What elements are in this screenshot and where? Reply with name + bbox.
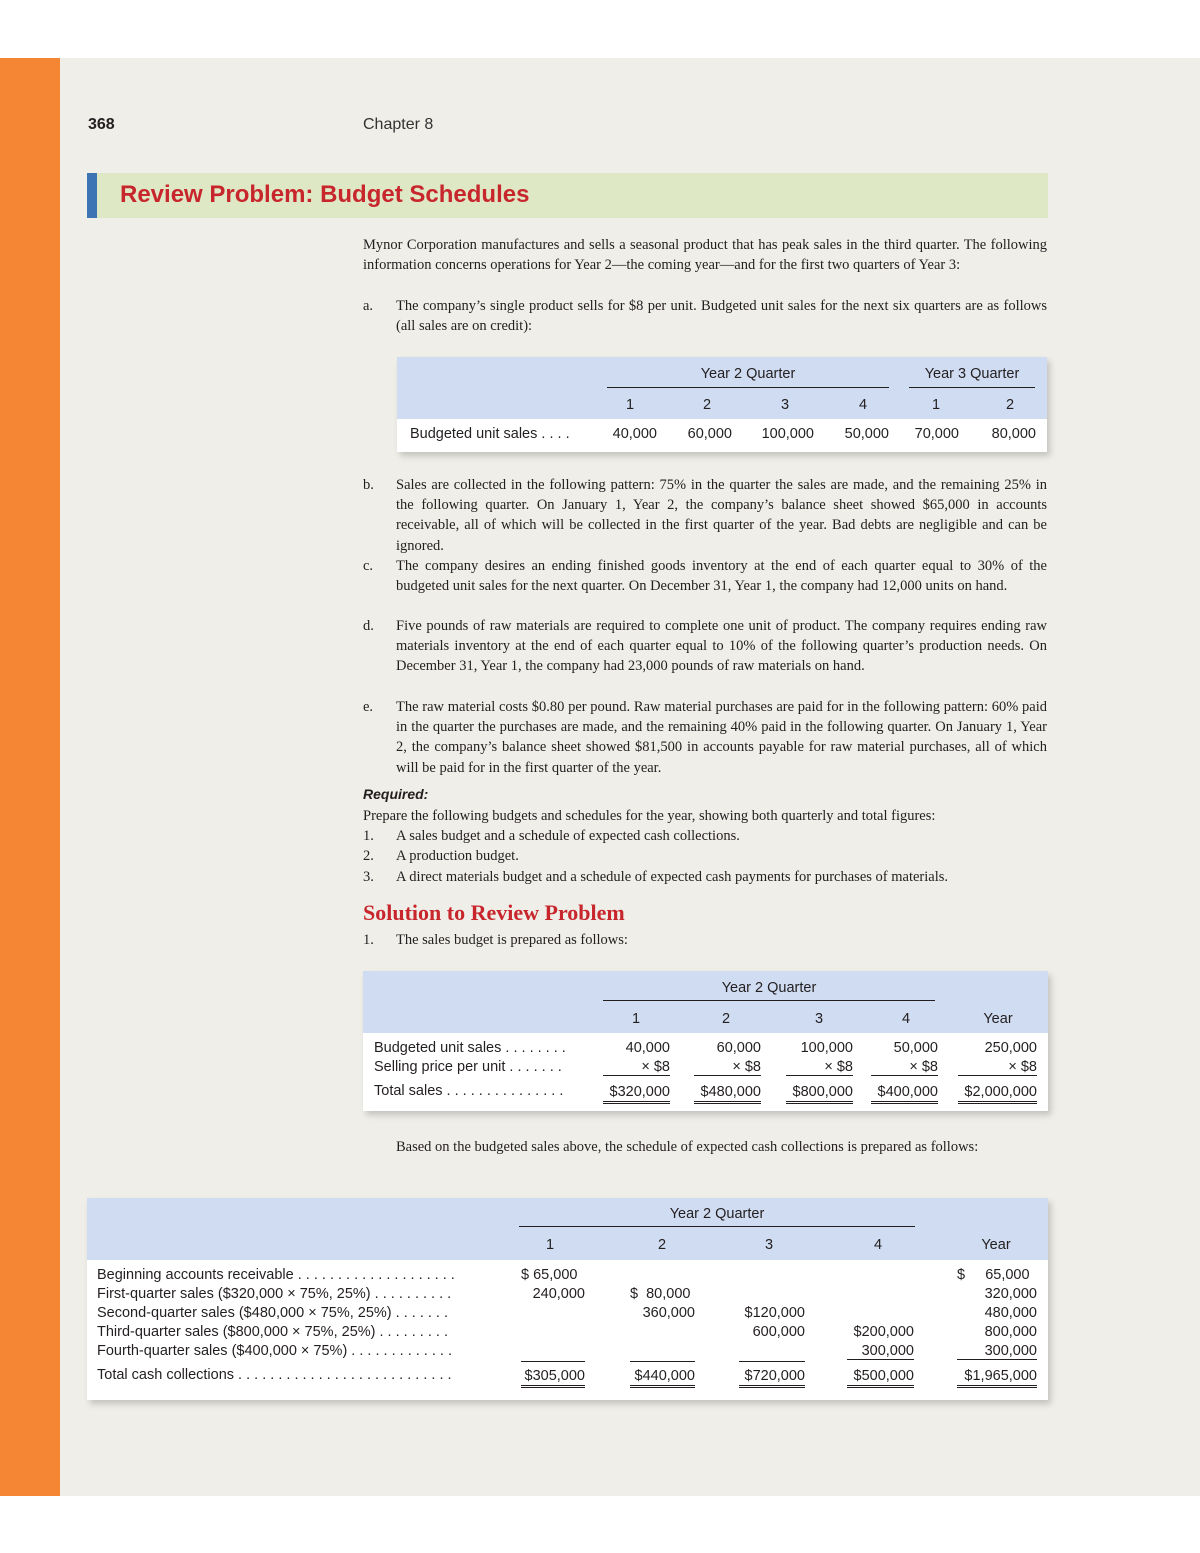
cash-collections-table bbox=[87, 1198, 1048, 1400]
required-item-1 bbox=[363, 826, 1047, 846]
item-label: c. bbox=[363, 558, 374, 574]
cell-value: 40,000 bbox=[625, 1040, 670, 1056]
sales-budget-table bbox=[363, 971, 1048, 1111]
chapter-label: Chapter 8 bbox=[363, 116, 434, 133]
cell-value: 100,000 bbox=[800, 1040, 853, 1056]
col-header: 2 bbox=[1005, 397, 1015, 413]
section-title: Review Problem: Budget Schedules bbox=[120, 181, 530, 208]
col-header: 1 bbox=[631, 1011, 641, 1027]
cell-value: $ 65,000 bbox=[521, 1267, 578, 1283]
cell-value: 320,000 bbox=[984, 1286, 1037, 1302]
row-label: Budgeted unit sales . . . . bbox=[410, 426, 570, 442]
item-label: d. bbox=[363, 618, 374, 634]
item-text: The raw material costs $0.80 per pound. Raw material purchases are paid for in the following pattern: 60% paid in the quarter the purchases are made, and the remaining 40% paid in the following quarter. On January 1, Year 2, the company’s balance sheet showed $81,500 in accounts payable for raw material purchases, all of which will be paid for in the first quarter of the year. bbox=[396, 699, 1047, 776]
item-text: Sales are collected in the following pattern: 75% in the quarter the sales are made, and the remaining 25% in the following quarter. On January 1, Year 2, the company’s balance sheet showed $65,000 in accounts receivable, all of which will be collected in the first quarter of the year. Bad debts are negligible and can be ignored. bbox=[396, 477, 1047, 554]
cell-value: 70,000 bbox=[914, 426, 959, 442]
cell-value: $120,000 bbox=[744, 1305, 805, 1321]
blank-underline bbox=[521, 1361, 585, 1362]
group-rule bbox=[909, 387, 1035, 388]
cell-value: × $8 bbox=[694, 1059, 761, 1076]
item-text: A production budget. bbox=[396, 848, 519, 864]
cell-value: $320,000 bbox=[603, 1083, 670, 1104]
cell-value: × $8 bbox=[786, 1059, 853, 1076]
group-header: Year 2 Quarter bbox=[721, 980, 817, 996]
row-label: Fourth-quarter sales ($400,000 × 75%) . . . . . . . . . . . . . bbox=[97, 1343, 453, 1359]
cell-value: 480,000 bbox=[984, 1305, 1037, 1321]
cell-value: 50,000 bbox=[844, 426, 889, 442]
item-d bbox=[363, 616, 1047, 677]
required-item-2 bbox=[363, 846, 1047, 866]
cell-value: 60,000 bbox=[716, 1040, 761, 1056]
cell-value: $720,000 bbox=[739, 1367, 805, 1388]
blank-underline bbox=[739, 1361, 805, 1362]
row-label: Total cash collections . . . . . . . . . . . . . . . . . . . . . . . . . . . bbox=[97, 1367, 452, 1383]
intro-paragraph: Mynor Corporation manufactures and sells a seasonal product that has peak sales in the third quarter. The following information concerns operations for Year 2—the coming year—and for the first two quarters of Year 3: bbox=[363, 237, 1047, 273]
group-header-year3: Year 3 Quarter bbox=[924, 366, 1020, 382]
col-header: 4 bbox=[858, 397, 868, 413]
col-header: 3 bbox=[814, 1011, 824, 1027]
col-header: 3 bbox=[780, 397, 790, 413]
item-text: Five pounds of raw materials are required to complete one unit of product. The company requires ending raw materials inventory at the end of each quarter equal to 10% of the following quarter’s production needs. On December 31, Year 1, the company had 23,000 pounds of raw materials on hand. bbox=[396, 618, 1047, 675]
section-title-bar bbox=[87, 173, 1048, 218]
chapter-edge-strip bbox=[0, 58, 60, 1496]
cell-value: $2,000,000 bbox=[958, 1083, 1037, 1104]
cell-value: $200,000 bbox=[853, 1324, 914, 1340]
cell-value: 800,000 bbox=[984, 1324, 1037, 1340]
item-label: 3. bbox=[363, 869, 374, 885]
col-header: Year bbox=[981, 1237, 1011, 1253]
item-label: e. bbox=[363, 699, 374, 715]
col-header: Year bbox=[983, 1011, 1013, 1027]
cell-value: 80,000 bbox=[991, 426, 1036, 442]
cell-value: 360,000 bbox=[642, 1305, 695, 1321]
cell-value: × $8 bbox=[958, 1059, 1037, 1076]
cell-value: 600,000 bbox=[752, 1324, 805, 1340]
item-text: A sales budget and a schedule of expected cash collections. bbox=[396, 828, 740, 844]
item-e bbox=[363, 697, 1047, 778]
cell-value: $1,965,000 bbox=[957, 1367, 1037, 1388]
unit-sales-table bbox=[397, 357, 1047, 452]
row-label: Third-quarter sales ($800,000 × 75%, 25%) . . . . . . . . . bbox=[97, 1324, 448, 1340]
cell-value: $800,000 bbox=[786, 1083, 853, 1104]
item-label: a. bbox=[363, 298, 374, 314]
col-header: 1 bbox=[931, 397, 941, 413]
item-c bbox=[363, 556, 1047, 596]
cell-value: $400,000 bbox=[871, 1083, 938, 1104]
group-rule bbox=[519, 1226, 915, 1227]
cell-value: 240,000 bbox=[532, 1286, 585, 1302]
row-label: First-quarter sales ($320,000 × 75%, 25%) . . . . . . . . . . bbox=[97, 1286, 452, 1302]
required-item-3 bbox=[363, 867, 1047, 887]
item-label: 2. bbox=[363, 848, 374, 864]
item-b bbox=[363, 475, 1047, 556]
cell-value: $ 65,000 bbox=[957, 1267, 1030, 1283]
row-label: Beginning accounts receivable . . . . . . . . . . . . . . . . . . . . bbox=[97, 1267, 455, 1283]
cell-value: 60,000 bbox=[687, 426, 732, 442]
item-label: 1. bbox=[363, 828, 374, 844]
row-label: Total sales . . . . . . . . . . . . . . . bbox=[374, 1083, 564, 1099]
cell-value: 300,000 bbox=[957, 1343, 1037, 1360]
col-header: 3 bbox=[764, 1237, 774, 1253]
col-header: 2 bbox=[657, 1237, 667, 1253]
col-header: 4 bbox=[901, 1011, 911, 1027]
collections-intro: Based on the budgeted sales above, the schedule of expected cash collections is prepared as follows: bbox=[396, 1139, 979, 1155]
group-header: Year 2 Quarter bbox=[669, 1206, 765, 1222]
blank-underline bbox=[630, 1361, 695, 1362]
item-text: The sales budget is prepared as follows: bbox=[396, 932, 628, 948]
col-header: 1 bbox=[625, 397, 635, 413]
cell-value: × $8 bbox=[603, 1059, 670, 1076]
title-accent bbox=[87, 173, 97, 218]
cell-value: $480,000 bbox=[694, 1083, 761, 1104]
group-header-year2: Year 2 Quarter bbox=[700, 366, 796, 382]
cell-value: 300,000 bbox=[847, 1343, 914, 1360]
col-header: 1 bbox=[545, 1237, 555, 1253]
cell-value: 40,000 bbox=[612, 426, 657, 442]
cell-value: 50,000 bbox=[893, 1040, 938, 1056]
group-rule bbox=[607, 387, 889, 388]
cell-value: $305,000 bbox=[521, 1367, 585, 1388]
row-label: Selling price per unit . . . . . . . bbox=[374, 1059, 562, 1075]
page-number: 368 bbox=[88, 116, 115, 133]
required-heading: Required: bbox=[363, 786, 429, 802]
col-header: 2 bbox=[721, 1011, 731, 1027]
item-text: The company’s single product sells for $8 per unit. Budgeted unit sales for the next six quarters are as follows (all sales are on credit): bbox=[396, 298, 1047, 335]
item-text: The company desires an ending finished goods inventory at the end of each quarter equal to 30% of the budgeted unit sales for the next quarter. On December 31, Year 1, the company had 12,000 units on hand. bbox=[396, 558, 1047, 595]
cell-value: $440,000 bbox=[630, 1367, 695, 1388]
col-header: 4 bbox=[873, 1237, 883, 1253]
row-label: Budgeted unit sales . . . . . . . . bbox=[374, 1040, 566, 1056]
item-text: A direct materials budget and a schedule of expected cash payments for purchases of materials. bbox=[396, 869, 948, 885]
item-label: 1. bbox=[363, 932, 374, 948]
cell-value: $ 80,000 bbox=[630, 1286, 691, 1302]
row-label: Second-quarter sales ($480,000 × 75%, 25%) . . . . . . . bbox=[97, 1305, 449, 1321]
item-a bbox=[363, 296, 1047, 336]
col-header: 2 bbox=[702, 397, 712, 413]
group-rule bbox=[603, 1000, 935, 1001]
cell-value: × $8 bbox=[871, 1059, 938, 1076]
cell-value: $500,000 bbox=[847, 1367, 914, 1388]
solution-item-1 bbox=[363, 930, 1047, 950]
cell-value: 100,000 bbox=[761, 426, 814, 442]
solution-title: Solution to Review Problem bbox=[363, 900, 625, 925]
cell-value: 250,000 bbox=[984, 1040, 1037, 1056]
required-intro: Prepare the following budgets and schedules for the year, showing both quarterly and total figures: bbox=[363, 808, 936, 824]
item-label: b. bbox=[363, 477, 374, 493]
